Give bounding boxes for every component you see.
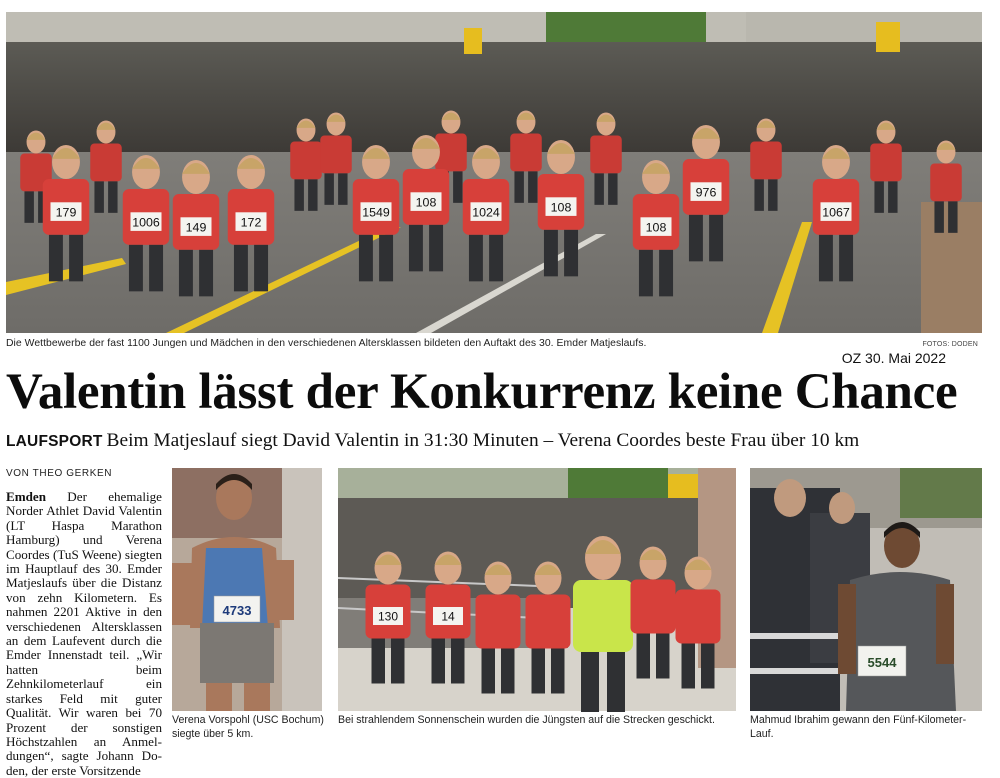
photo-credit: FOTOS: DODEN [922, 341, 978, 348]
main-photo-caption: Die Wettbewerbe der fast 1100 Jungen und Mädchen in den verschiedenen Altersklassen bildeten den Auftakt des 30. Emder Matjeslaufs. [6, 338, 647, 349]
subheadline-text: Beim Matjeslauf siegt David Valentin in 31:30 Minuten – Verena Coordes beste Frau über 10 km [106, 430, 860, 451]
dateline: Emden [6, 489, 47, 504]
bib-number: 149 [185, 220, 207, 235]
bib-number: 108 [415, 195, 437, 210]
date-stamp: OZ 30. Mai 2022 [841, 350, 946, 366]
bib-number: 172 [240, 215, 262, 230]
byline: VON THEO GERKEN [6, 468, 113, 479]
subheadline [6, 428, 996, 455]
bib-number: 14 [441, 609, 455, 624]
kids-photo-caption: Bei strahlendem Sonnenschein wurden die Jüngsten auf die Strecken geschickt. [338, 714, 715, 726]
bib-number: 1006 [132, 215, 160, 230]
bib-number: 130 [377, 609, 399, 624]
main-photo [6, 12, 982, 333]
bib-number: 1024 [472, 205, 500, 220]
bib-number: 976 [695, 185, 717, 200]
bib-number: 108 [550, 200, 572, 215]
runner-man-bib-number: 5544 [867, 655, 897, 670]
runner-man-photo-caption: Mahmud Ibrahim gewann den Fünf-Kilometer-Lauf. [750, 714, 967, 740]
section-kicker: LAUFSPORT [6, 433, 103, 450]
bib-number: 179 [55, 205, 77, 220]
bib-number: 108 [645, 220, 667, 235]
headline: Valentin lässt der Konkurrenz keine Chance [6, 364, 958, 420]
runner-man-photo [750, 468, 982, 711]
runner-photo [172, 468, 322, 711]
kids-race-photo [338, 468, 736, 711]
bib-number: 1549 [362, 205, 390, 220]
article-body [6, 489, 162, 778]
runner-bib-number: 4733 [222, 603, 252, 618]
runner-photo-caption: Verena Vorspohl (USC Bochum) siegte über 5 km. [172, 714, 324, 740]
article-text: Der ehemalige Norder Athlet David Valentin (LT Haspa Marathon Hamburg) und Verena Coordes (TuS Weene) siegten im Hauptlauf des 30. Emder Matjeslaufs über die Distanz von zehn Kilometern. Es nahmen 2201 Aktive in den verschiedenen Altersklassen an dem Laufevent durch die Emder Innenstadt teil. „Wir hatten beim Zehnkilometerlauf ein starkes Feld mit guter Qualität. Wir waren bei 70 Prozent der sonstigen Höchstzahlen an Anmeldungen“, sagte Johann Doden, der erste Vorsitzende [6, 489, 162, 778]
bib-number: 1067 [822, 205, 850, 220]
